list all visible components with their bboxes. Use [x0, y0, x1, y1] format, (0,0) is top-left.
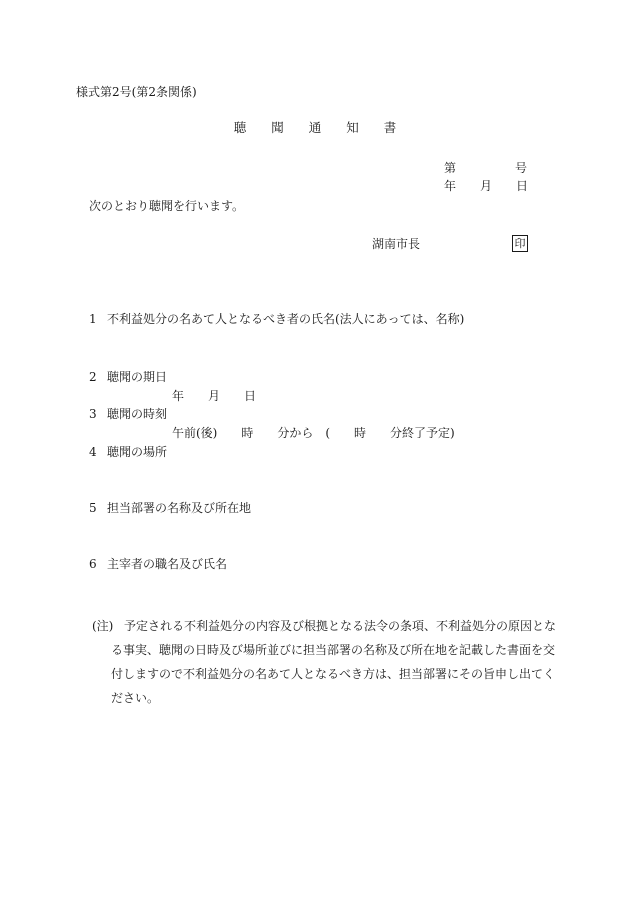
- form-number: 様式第2号(第2条関係): [76, 85, 197, 99]
- item-number: 1: [89, 312, 97, 326]
- item-number: 6: [89, 557, 97, 571]
- item-6: [89, 556, 227, 572]
- item-number: 5: [89, 501, 97, 515]
- item-number: 4: [89, 445, 97, 459]
- note-label: (注): [92, 619, 114, 633]
- note-line: ださい。: [111, 691, 160, 705]
- intro-text: 次のとおり聴聞を行います。: [89, 199, 245, 213]
- hearing-time-line: 午前(後) 時 分から ( 時 分終了予定): [172, 426, 455, 440]
- item-2: [89, 369, 167, 385]
- item-label: 聴聞の場所: [107, 445, 168, 459]
- hearing-date-line: 年 月 日: [172, 389, 257, 403]
- note-line: 予定される不利益処分の内容及び根拠となる法令の条項、不利益処分の原因とな: [124, 619, 557, 633]
- item-label: 主宰者の職名及び氏名: [107, 557, 228, 571]
- seal-mark: 印: [512, 235, 528, 252]
- item-4: [89, 444, 167, 460]
- item-number: 2: [89, 370, 97, 384]
- document-date-day: 日: [516, 179, 529, 193]
- item-5: [89, 500, 251, 516]
- document-date: [444, 178, 528, 194]
- issuer-name: 湖南市長: [372, 237, 421, 251]
- note-text: [111, 614, 557, 710]
- note-line: 付しますので不利益処分の名あて人となるべき方は、担当部署にその旨申し出てく: [111, 667, 556, 681]
- note-line: る事実、聴聞の日時及び場所並びに担当部署の名称及び所在地を記載した書面を交: [111, 643, 556, 657]
- item-3: [89, 406, 167, 422]
- item-label: 担当部署の名称及び所在地: [107, 501, 252, 515]
- item-label: 聴聞の期日: [107, 370, 168, 384]
- document-number-label: 第: [444, 161, 457, 175]
- item-label: 不利益処分の名あて人となるべき者の氏名(法人にあっては、名称): [107, 312, 465, 326]
- item-number: 3: [89, 407, 97, 421]
- item-1: [89, 311, 464, 327]
- document-number-suffix: 号: [515, 161, 528, 175]
- document-title: 聴 聞 通 知 書: [233, 120, 397, 135]
- document-date-year: 年: [444, 179, 457, 193]
- document-date-month: 月: [480, 179, 493, 193]
- item-label: 聴聞の時刻: [107, 407, 168, 421]
